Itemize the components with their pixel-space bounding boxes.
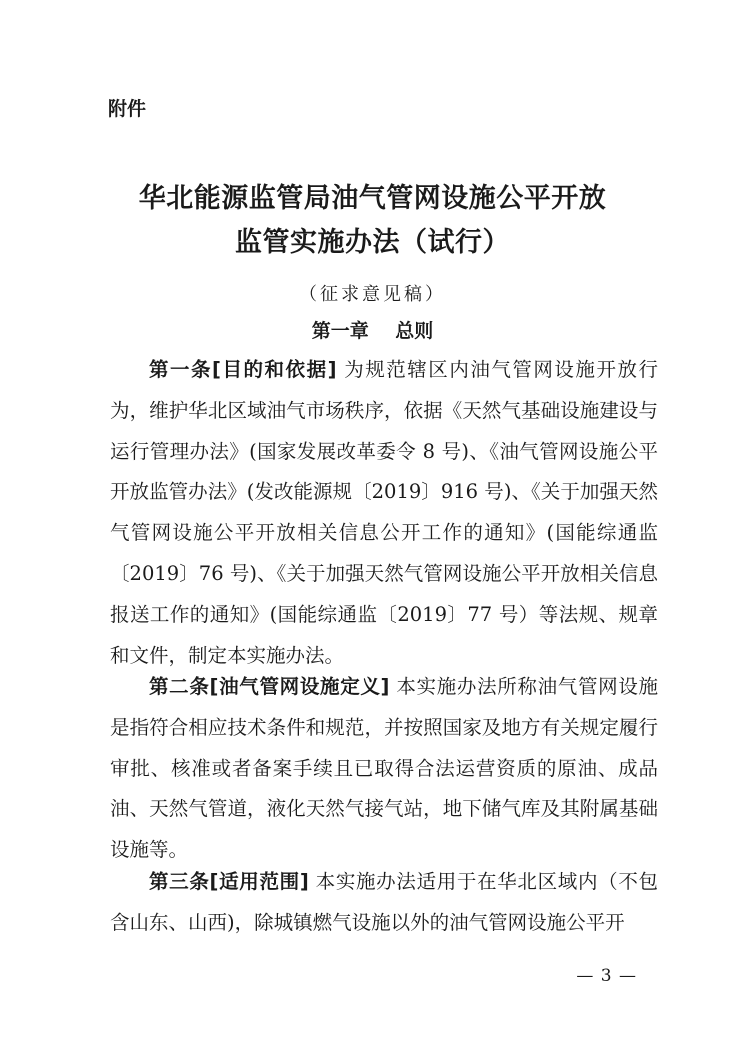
article-paragraph	[110, 667, 658, 871]
article-paragraph	[110, 862, 658, 944]
article-body: 本实施办法适用于在华北区域内（不包含山东、山西)，除城镇燃气设施以外的油气管网设施公平开	[110, 870, 658, 934]
page-number: — 3 —	[576, 966, 637, 986]
document-title-line2: 监管实施办法（试行）	[235, 227, 510, 258]
document-title-line1: 华北能源监管局油气管网设施公平开放	[138, 183, 607, 214]
article-heading: 第一条[目的和依据]	[149, 358, 337, 381]
article-heading: 第三条[适用范围]	[149, 870, 309, 893]
document-subtitle: （征求意见稿）	[299, 284, 446, 305]
article-paragraph	[110, 350, 658, 676]
article-body: 本实施办法所称油气管网设施是指符合相应技术条件和规范，并按照国家及地方有关规定履行审批、核准或者备案手续且已取得合法运营资质的原油、成品油、天然气管道，液化天然气接气站，地下储气库及其附属基础设施等。	[110, 675, 658, 862]
chapter-name: 总则	[395, 320, 434, 342]
chapter-heading	[0, 316, 745, 343]
article-body: 为规范辖区内油气管网设施开放行为，维护华北区域油气市场秩序，依据《天然气基础设施建设与运行管理办法》(国家发展改革委令 8 号)、《油气管网设施公平开放监管办法》(发改能源规〔2019〕916 号)、《关于加强天然气管网设施公平开放相关信息公开工作的通知》(国能综通监〔2019〕76 号)、《关于加强天然气管网设施公平开放相关信息报送工作的通知》(国能综通监〔2019〕77 号）等法规、规章和文件，制定本实施办法。	[110, 358, 658, 667]
chapter-number: 第一章	[311, 320, 369, 342]
article-heading: 第二条[油气管网设施定义]	[149, 675, 390, 698]
attachment-label: 附件	[108, 98, 147, 120]
